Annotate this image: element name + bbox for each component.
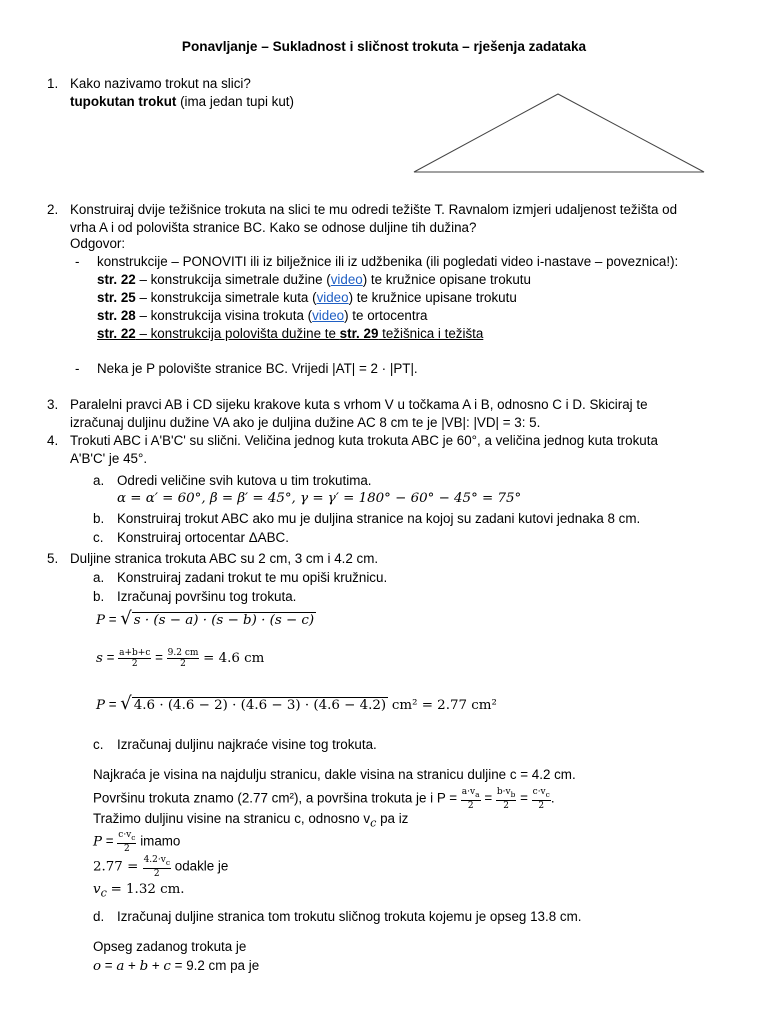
q2-item-text: – konstrukcija visina trokuta ( bbox=[135, 308, 313, 323]
semiperimeter-result: = 4.6 cm bbox=[203, 651, 265, 667]
q2-item-text: – konstrukcija polovišta dužine te bbox=[135, 326, 340, 341]
fraction-numerator: 9.2 cm bbox=[167, 648, 199, 658]
q5-c-result: = 1.32 cm. bbox=[110, 882, 185, 897]
q4-b-label: b. bbox=[93, 511, 105, 526]
q4-c: Konstruiraj ortocentar ΔABC. bbox=[117, 530, 289, 545]
q2-item-after: ) te kružnice upisane trokutu bbox=[348, 290, 517, 305]
q4-line2: A'B'C' je 45°. bbox=[70, 451, 148, 466]
heron-formula: P = √ s · (s − a) · (s − b) · (s − c) bbox=[96, 608, 315, 629]
q5-number: 5. bbox=[47, 551, 59, 566]
q2-item-text: – konstrukcija simetrale kuta ( bbox=[135, 290, 317, 305]
q2-item-3 bbox=[97, 307, 427, 325]
video-link[interactable]: video bbox=[312, 308, 345, 323]
q5-c-line6: $v_c = 1.32$ cm. bbox=[93, 882, 185, 900]
q5-c: Izračunaj duljinu najkraće visine tog trokuta. bbox=[117, 737, 377, 752]
q2-item-ref: str. 28 bbox=[97, 308, 136, 323]
q5-c-line2-text: Površinu trokuta znamo (2.77 cm²), a površina trokuta je i P = bbox=[93, 790, 461, 806]
area-radicand: 4.6 · (4.6 − 2) · (4.6 − 3) · (4.6 − 4.2) bbox=[133, 698, 387, 713]
q5-c-line3-end: pa iz bbox=[376, 811, 409, 826]
q5-c-line1: Najkraća je visina na najdulju stranicu, dakle visina na stranicu duljine c = 4.2 cm. bbox=[93, 767, 576, 782]
q5-c-line3: Tražimo duljinu visine na stranicu c, odnosno $v_c$ pa iz bbox=[93, 811, 409, 830]
q2-item-text: – konstrukcija simetrale dužine ( bbox=[135, 272, 331, 287]
q3-line2: izračunaj duljinu dužine VA ako je duljina dužine AC 8 cm te je |VB|: |VD| = 3: 5. bbox=[70, 415, 541, 430]
q2-line2: vrha A i od polovišta stranice BC. Kako se odnose duljine tih dužina? bbox=[70, 220, 477, 235]
fraction-numerator: a+b+c bbox=[119, 648, 151, 658]
q2-item-ref: str. 29 bbox=[339, 326, 379, 341]
bullet-dash: - bbox=[75, 254, 80, 269]
video-link[interactable]: video bbox=[316, 290, 349, 305]
q5-c-label: c. bbox=[93, 737, 104, 752]
q2-bullet2: Neka je P polovište stranice BC. Vrijedi |AT| = 2 · |PT|. bbox=[97, 361, 418, 376]
heron-radicand: s · (s − a) · (s − b) · (s − c) bbox=[133, 613, 315, 628]
q5-c-line5-end: odakle je bbox=[171, 858, 229, 874]
area-computation: P = √ 4.6 · (4.6 − 2) · (4.6 − 3) · (4.6 − 4.2) cm² = 2.77 cm² bbox=[96, 693, 497, 714]
q4-line1: Trokuti ABC i A'B'C' su slični. Veličina jednog kuta trokuta ABC je 60°, a veličina jednog kuta trokuta bbox=[70, 433, 658, 448]
fraction-denominator: 2 bbox=[180, 659, 186, 669]
q5-b: Izračunaj površinu tog trokuta. bbox=[117, 589, 297, 604]
q5-d-label: d. bbox=[93, 909, 105, 924]
q2-number: 2. bbox=[47, 202, 59, 217]
q2-item-after: ) te kružnice opisane trokutu bbox=[362, 272, 531, 287]
q4-number: 4. bbox=[47, 433, 59, 448]
q1-question: Kako nazivamo trokut na slici? bbox=[70, 76, 251, 91]
q3-line1: Paralelni pravci AB i CD sijeku krakove kuta s vrhom V u točkama A i B, odnosno C i D. Skiciraj te bbox=[70, 397, 648, 412]
q2-item-ref: str. 22 bbox=[97, 272, 136, 287]
q5-a-label: a. bbox=[93, 570, 105, 585]
q1-answer bbox=[70, 93, 294, 111]
q2-item-ref: str. 22 bbox=[97, 326, 136, 341]
q1-number: 1. bbox=[47, 76, 59, 91]
obtuse-triangle-figure bbox=[410, 90, 710, 176]
q4-a-label: a. bbox=[93, 473, 105, 488]
q1-answer-rest: (ima jedan tupi kut) bbox=[176, 94, 294, 109]
semiperimeter-formula: s = $\frac{a+b+c}{2}$ = $\frac{9.2 cm}{2}$ = 4.6 cm bbox=[96, 648, 265, 669]
q2-item-ref: str. 25 bbox=[97, 290, 136, 305]
q5-d-line2: o = a + b + c = 9.2 cm pa je bbox=[93, 958, 260, 974]
q2-item-after: ) te ortocentra bbox=[344, 308, 428, 323]
q1-answer-bold: tupokutan trokut bbox=[70, 94, 177, 109]
q5-d-line1: Opseg zadanog trokuta je bbox=[93, 939, 247, 954]
fraction-denominator: 2 bbox=[131, 659, 138, 669]
q5-d: Izračunaj duljine stranica tom trokutu sličnog trokuta kojemu je opseg 13.8 cm. bbox=[117, 909, 582, 924]
q2-item-4 bbox=[97, 325, 483, 343]
perimeter-result: = 9.2 cm pa je bbox=[174, 958, 260, 973]
q5-b-label: b. bbox=[93, 589, 105, 604]
q2-answer-label: Odgovor: bbox=[70, 236, 126, 251]
q5-c-line5-text: 2.77 = bbox=[93, 859, 143, 875]
q2-item-1 bbox=[97, 271, 531, 289]
q4-c-label: c. bbox=[93, 530, 104, 545]
q2-bullet1: konstrukcije – PONOVITI ili iz bilježnice ili iz udžbenika (ili pogledati video i-nastave – poveznica!): bbox=[97, 254, 679, 269]
q2-item-2 bbox=[97, 289, 517, 307]
bullet-dash: - bbox=[75, 361, 80, 376]
q2-line1: Konstruiraj dvije težišnice trokuta na slici te mu odredi težište T. Ravnalom izmjeri udaljenost težišta od bbox=[70, 202, 678, 217]
page-title: Ponavljanje – Sukladnost i sličnost trokuta – rješenja zadataka bbox=[181, 39, 587, 54]
q4-a: Odredi veličine svih kutova u tim trokutima. bbox=[117, 473, 372, 488]
q4-a-math: α = α′ = 60°, β = β′ = 45°, γ = γ′ = 180° − 60° − 45° = 75° bbox=[117, 491, 522, 506]
video-link[interactable]: video bbox=[330, 272, 363, 287]
q2-item-after: težišnica i težišta bbox=[378, 326, 484, 341]
q5-c-line5: 2.77 = $\frac{4.2\cdot v_c}{2}$ odakle je bbox=[93, 855, 229, 879]
q5-c-line4-text: imamo bbox=[136, 833, 181, 849]
q5-line1: Duljine stranica trokuta ABC su 2 cm, 3 cm i 4.2 cm. bbox=[70, 551, 379, 566]
q5-c-line2: Površinu trokuta znamo (2.77 cm²), a površina trokuta je i P = $\frac{a\cdot v_a}{2}$ = $\frac{b\cdot v_b}{2}$ = $\frac{c\cdot v_c}{2}$ . bbox=[93, 787, 555, 811]
q5-c-line4: P = $\frac{c\cdot v_c}{2}$ imamo bbox=[93, 830, 181, 854]
q4-b: Konstruiraj trokut ABC ako mu je duljina stranice na kojoj su zadani kutovi jednaka 8 cm. bbox=[117, 511, 641, 526]
q5-a: Konstruiraj zadani trokut te mu opiši kružnicu. bbox=[117, 570, 388, 585]
q5-c-line3-text: Tražimo duljinu visine na stranicu c, odnosno v bbox=[93, 811, 371, 826]
area-result: cm² = 2.77 cm² bbox=[391, 698, 497, 713]
q3-number: 3. bbox=[47, 397, 59, 412]
